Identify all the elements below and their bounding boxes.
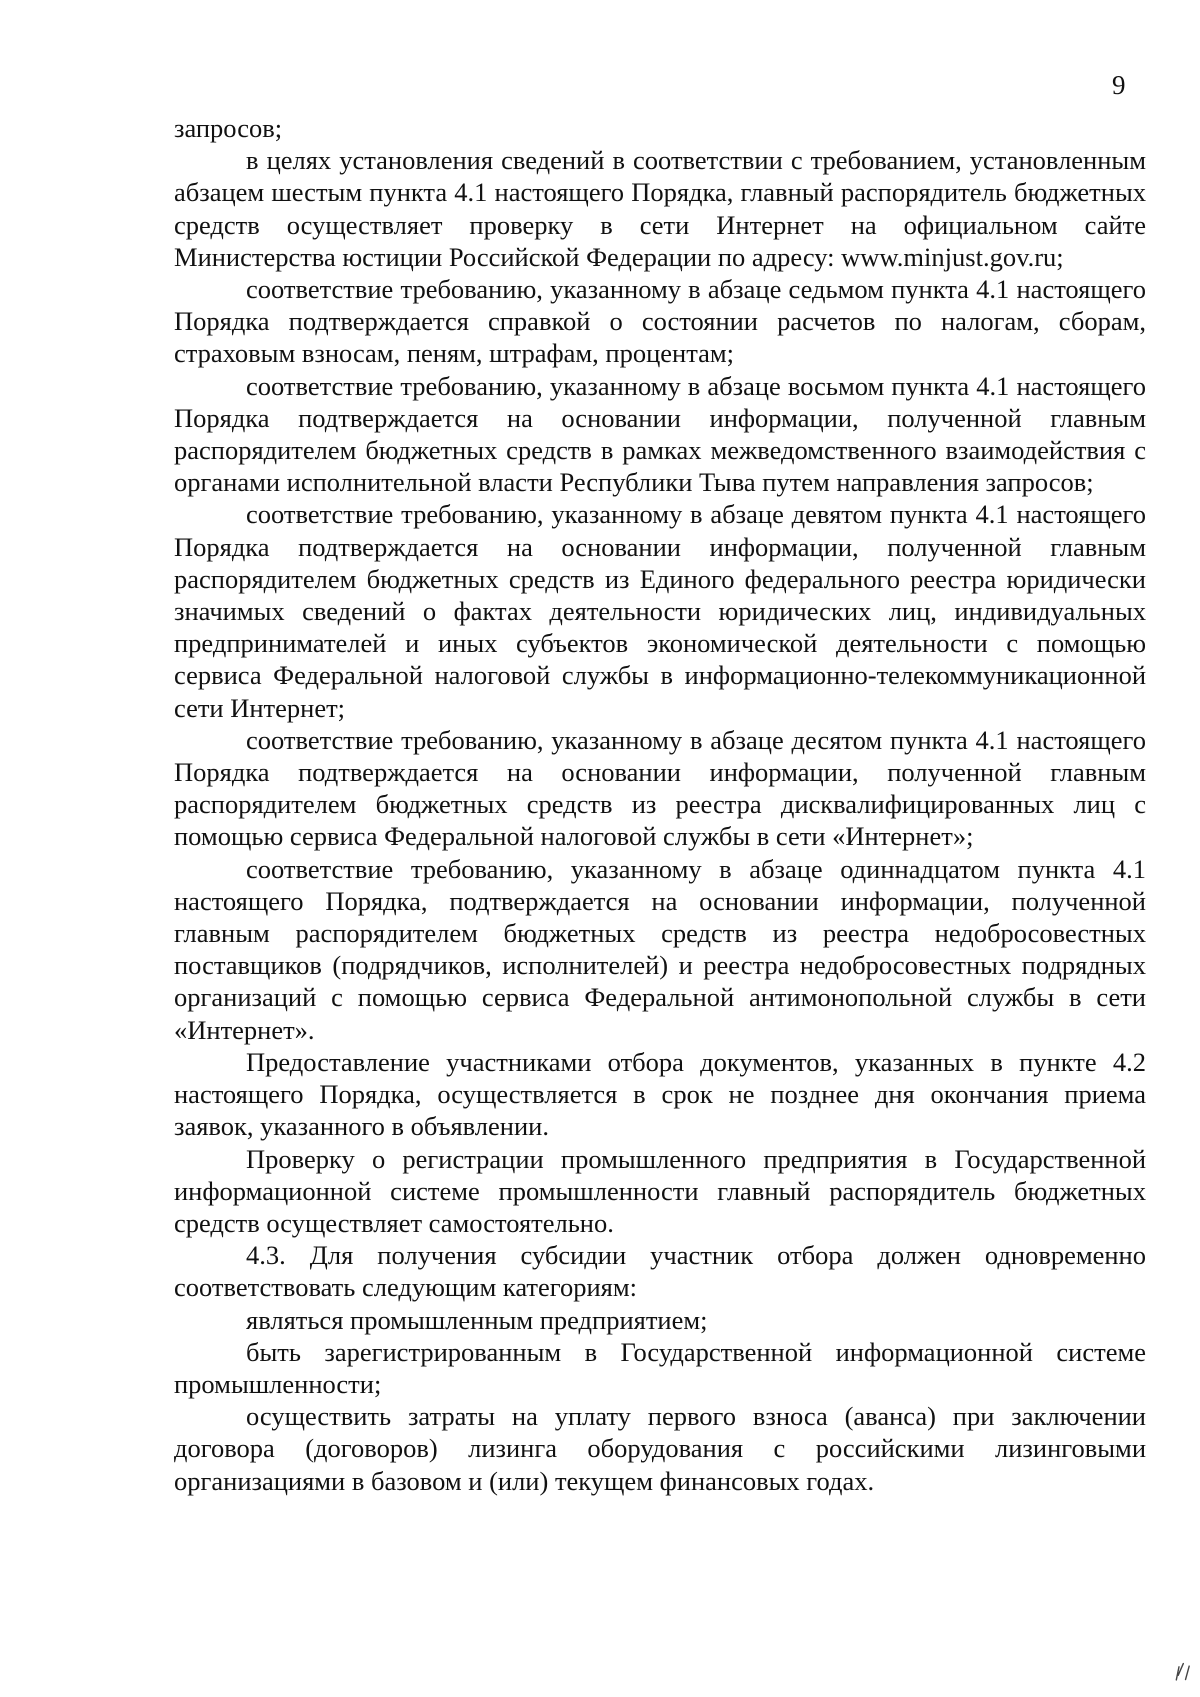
paragraph: быть зарегистрированным в Государственной информационной системе промышленности; — [174, 1336, 1146, 1399]
paragraph: соответствие требованию, указанному в абзаце восьмом пункта 4.1 настоящего Порядка подтверждается на основании информации, полученной главным распорядителем бюджетных средств в рамках межведомственного взаимодействия с органами исполнительной власти Республики Тыва путем направления запросов; — [174, 370, 1146, 498]
paragraph: в целях установления сведений в соответствии с требованием, установленным абзацем шестым пункта 4.1 настоящего Порядка, главный распорядитель бюджетных средств осуществляет проверку в сети Интернет на официальном сайте Министерства юстиции Российской Федерации по адресу: www.minjust.gov.ru; — [174, 145, 1146, 272]
handwritten-mark-icon — [1169, 1658, 1196, 1687]
paragraph: Проверку о регистрации промышленного предприятия в Государственной информационной системе промышленности главный распорядитель бюджетных средств осуществляет самостоятельно. — [174, 1143, 1146, 1238]
paragraph: запросов; — [174, 113, 283, 143]
paragraph: осуществить затраты на уплату первого взноса (аванса) при заключении договора (договоров) лизинга оборудования с российскими лизинговыми организациями в базовом и (или) текущем финансовых годах. — [174, 1401, 1146, 1496]
document-body — [174, 112, 1146, 1497]
paragraph: являться промышленным предприятием; — [246, 1304, 708, 1335]
paragraph: 4.3. Для получения субсидии участник отбора должен одновременно соответствовать следующим категориям: — [174, 1240, 1146, 1303]
paragraph: соответствие требованию, указанному в абзаце седьмом пункта 4.1 настоящего Порядка подтверждается справкой о состоянии расчетов по налогам, сборам, страховым взносам, пеням, штрафам, процентам; — [174, 274, 1146, 369]
initials-mark — [1169, 1658, 1197, 1691]
paragraph: соответствие требованию, указанному в абзаце одиннадцатом пункта 4.1 настоящего Порядка, подтверждается на основании информации, полученной главным распорядителем бюджетных средств из реестра недобросовестных поставщиков (подрядчиков, исполнителей) и реестра недобросовестных подрядных организаций с помощью сервиса Федеральной антимонопольной службы в сети «Интернет». — [174, 853, 1146, 1045]
paragraph: соответствие требованию, указанному в абзаце десятом пункта 4.1 настоящего Порядка подтверждается на основании информации, полученной главным распорядителем бюджетных средств из реестра дисквалифицированных лиц с помощью сервиса Федеральной налоговой службы в сети «Интернет»; — [174, 724, 1146, 852]
paragraph: Предоставление участниками отбора документов, указанных в пункте 4.2 настоящего Порядка, осуществляется в срок не позднее дня окончания приема заявок, указанного в объявлении. — [174, 1046, 1146, 1142]
page-number: 9 — [1112, 70, 1126, 100]
paragraph: соответствие требованию, указанному в абзаце девятом пункта 4.1 настоящего Порядка подтверждается на основании информации, полученной главным распорядителем бюджетных средств из Единого федерального реестра юридически значимых сведений о фактах деятельности юридических лиц, индивидуальных предпринимателей и иных субъектов экономической деятельности с помощью сервиса Федеральной налоговой службы в информационно-телекоммуникационной сети Интернет; — [174, 499, 1146, 723]
